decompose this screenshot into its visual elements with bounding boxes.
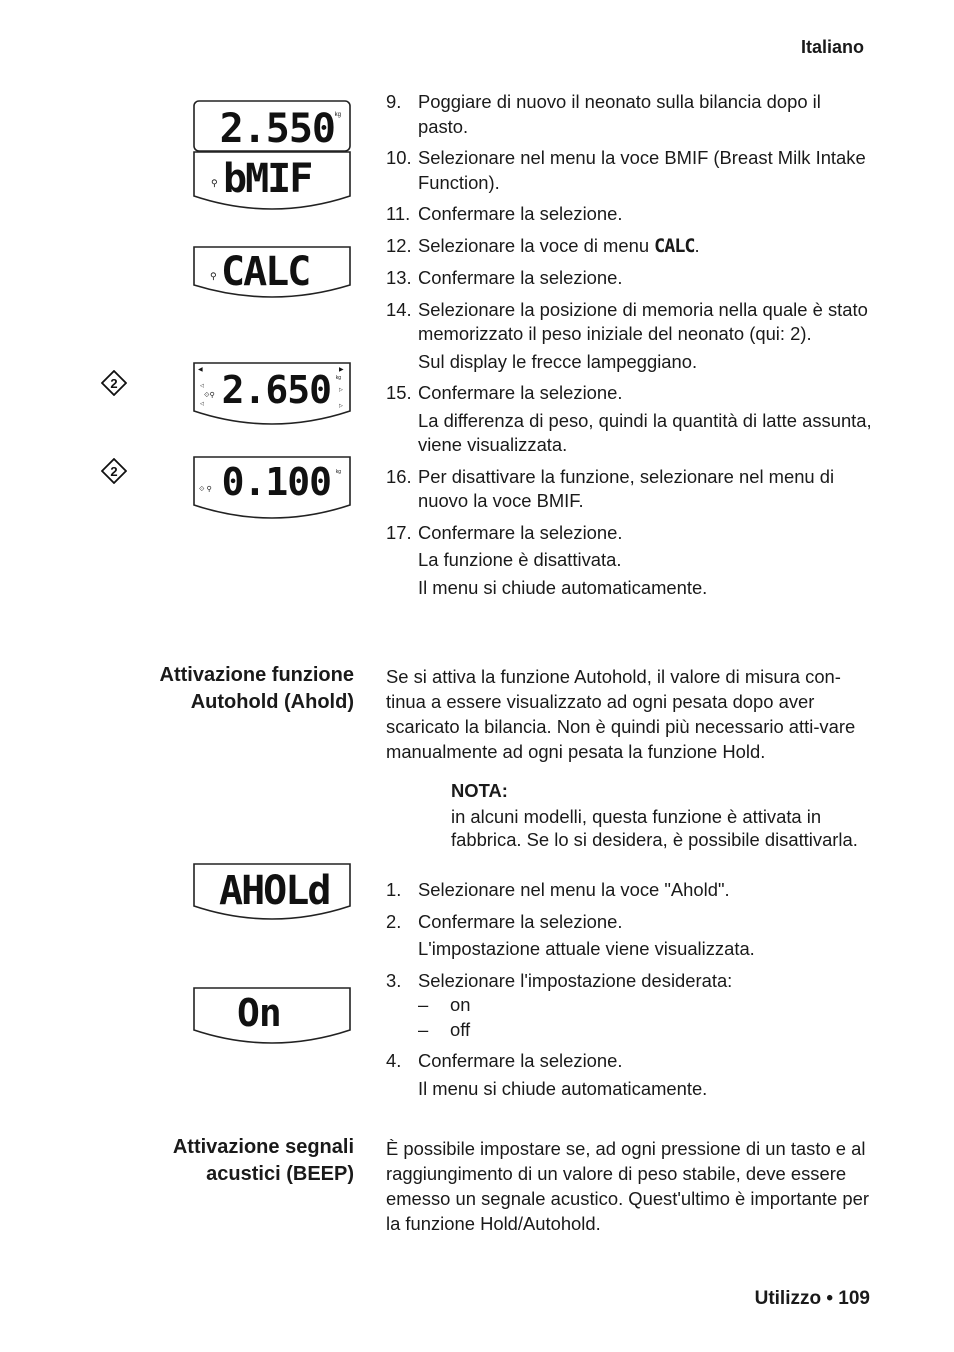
step-number: 17. bbox=[386, 521, 412, 543]
section-title-line: Attivazione funzione bbox=[159, 664, 354, 686]
list-item bbox=[386, 90, 876, 139]
step-text: Confermare la selezione. bbox=[418, 382, 623, 403]
step-text: Confermare la selezione. bbox=[418, 267, 623, 288]
lcd-display-weight bbox=[193, 100, 351, 152]
ahold-intro: Se si attiva la funzione Autohold, il valore di misura con-tinua a essere visualizzato ad ogni pesata dopo aver scaricato la bilancia. Non è quindi più necessario atti-vare manualmente ad ogni pesata la funzione Hold. bbox=[386, 666, 856, 762]
lcd-display-calc bbox=[193, 245, 351, 303]
step-subtext: Il menu si chiude automaticamente. bbox=[418, 576, 708, 598]
step-number: 1. bbox=[386, 879, 402, 900]
list-item: 12. Selezionare la voce di menu CALC. bbox=[386, 234, 700, 257]
beep-intro: È possibile impostare se, ad ogni pressione di un tasto e al raggiungimento di un valore di peso stabile, deve essere emesso un segnale acustico. Quest'ultimo è importante per la funzione Hold/Autohold. bbox=[386, 1138, 869, 1234]
arrow-left-icon: ◀ bbox=[198, 367, 203, 373]
step-text: Selezionare la voce di menu bbox=[418, 234, 650, 256]
list-item bbox=[386, 1049, 876, 1101]
lcd-display-on bbox=[193, 986, 351, 1050]
marker-number: 2 bbox=[110, 464, 118, 479]
arrow-small-icon: ◁ bbox=[200, 383, 204, 389]
arrow-small-icon: ◁ bbox=[200, 401, 204, 407]
section-title-line: Attivazione segnali bbox=[172, 1136, 354, 1158]
step-number: 15. bbox=[386, 382, 412, 403]
lcd-unit: kg bbox=[334, 112, 341, 118]
arrow-small-icon: ▷ bbox=[339, 387, 343, 393]
list-item bbox=[386, 969, 876, 1043]
arrow-small-icon: ▷ bbox=[339, 403, 343, 409]
option-text: on bbox=[450, 994, 471, 1015]
step-number: 3. bbox=[386, 969, 402, 991]
lcd-value: CALC bbox=[221, 249, 310, 295]
step-text: Poggiare di nuovo il neonato sulla bilancia dopo il pasto. bbox=[418, 91, 821, 137]
step-text: Confermare la selezione. bbox=[418, 1050, 623, 1071]
step-subtext: Il menu si chiude automaticamente. bbox=[418, 1077, 708, 1099]
lcd-value: 0.100 bbox=[221, 460, 331, 504]
memory-marker-icon bbox=[101, 458, 127, 489]
lcd-unit: kg bbox=[335, 469, 341, 475]
bmif-steps-list bbox=[386, 90, 876, 607]
dash-symbol: – bbox=[418, 994, 429, 1015]
lcd-value: AHOLd bbox=[219, 868, 330, 914]
memory-icon: ⟐ ⚲ bbox=[199, 486, 212, 493]
step-number: 13. bbox=[386, 267, 412, 288]
baby-icon: ⚲ bbox=[210, 271, 217, 281]
list-item bbox=[386, 298, 876, 375]
list-item bbox=[386, 266, 876, 291]
baby-icon: ⚲ bbox=[211, 178, 218, 188]
section-title-beep bbox=[120, 1134, 354, 1188]
list-item bbox=[386, 521, 876, 601]
option-item bbox=[418, 1018, 876, 1043]
step-text: Selezionare l'impostazione desiderata: bbox=[418, 969, 733, 991]
lcd-display-ahold bbox=[193, 862, 351, 926]
step-text: Selezionare la posizione di memoria nella quale è stato memorizzato il peso iniziale del neonato (qui: 2). bbox=[418, 298, 868, 344]
list-item bbox=[386, 146, 876, 195]
list-item bbox=[386, 878, 876, 903]
step-text: Selezionare nel menu la voce BMIF (Breast Milk Intake Function). bbox=[418, 147, 866, 193]
option-item bbox=[418, 993, 876, 1018]
step-subtext: La differenza di peso, quindi la quantità di latte assunta, viene visualizzata. bbox=[418, 409, 872, 455]
step-number: 2. bbox=[386, 910, 402, 932]
ahold-steps-list bbox=[386, 878, 876, 1108]
lcd-display-difference bbox=[193, 455, 351, 523]
step-number: 12. bbox=[386, 234, 412, 256]
step-text: Per disattivare la funzione, selezionare nel menu di nuovo la voce BMIF. bbox=[418, 465, 835, 511]
section-title-line: acustici (BEEP) bbox=[206, 1163, 354, 1185]
lcd-value: On bbox=[237, 991, 281, 1035]
marker-number: 2 bbox=[110, 376, 118, 391]
lcd-value: 2.650 bbox=[221, 368, 331, 412]
arrow-right-icon: ▶ bbox=[339, 367, 344, 373]
step-subtext: La funzione è disattivata. bbox=[418, 549, 622, 570]
memory-marker-icon bbox=[101, 370, 127, 401]
step-number: 9. bbox=[386, 91, 402, 112]
memory-icon: ⟐⚲ bbox=[204, 392, 215, 399]
note-box bbox=[451, 779, 871, 851]
step-subtext: Sul display le frecce lampeggiano. bbox=[418, 350, 698, 372]
section-title-line: Autohold (Ahold) bbox=[190, 691, 354, 713]
step-number: 11. bbox=[386, 203, 411, 224]
note-title: NOTA: bbox=[451, 780, 508, 801]
step-number: 14. bbox=[386, 298, 412, 320]
step-number: 4. bbox=[386, 1050, 402, 1071]
option-text: off bbox=[450, 1018, 471, 1040]
lcd-display-memory-weight bbox=[193, 361, 351, 429]
lcd-unit: kg bbox=[335, 375, 341, 381]
step-number: 10. bbox=[386, 147, 412, 168]
list-item bbox=[386, 381, 876, 458]
dash-symbol: – bbox=[418, 1018, 429, 1040]
step-text: Confermare la selezione. bbox=[418, 521, 623, 543]
list-item bbox=[386, 202, 876, 227]
step-text: Selezionare nel menu la voce "Ahold". bbox=[418, 879, 730, 900]
step-text: Confermare la selezione. bbox=[418, 203, 623, 224]
lcd-inline-word: CALC bbox=[654, 235, 695, 257]
step-text: Confermare la selezione. bbox=[418, 910, 623, 932]
language-label: Italiano bbox=[800, 37, 864, 57]
lcd-display-bmif bbox=[193, 150, 351, 216]
options-list bbox=[418, 993, 876, 1042]
lcd-value: 2.550 bbox=[219, 106, 335, 152]
list-item bbox=[386, 465, 876, 514]
note-text: in alcuni modelli, questa funzione è attivata in fabbrica. Se lo si desidera, è possibile disattivarla. bbox=[451, 806, 858, 850]
step-subtext: L'impostazione attuale viene visualizzata. bbox=[418, 938, 755, 959]
list-item bbox=[386, 910, 876, 962]
step-number: 16. bbox=[386, 465, 412, 487]
section-title-ahold bbox=[120, 662, 354, 716]
page-footer: Utilizzo • 109 bbox=[754, 1288, 870, 1309]
lcd-value: bMIF bbox=[223, 156, 312, 202]
